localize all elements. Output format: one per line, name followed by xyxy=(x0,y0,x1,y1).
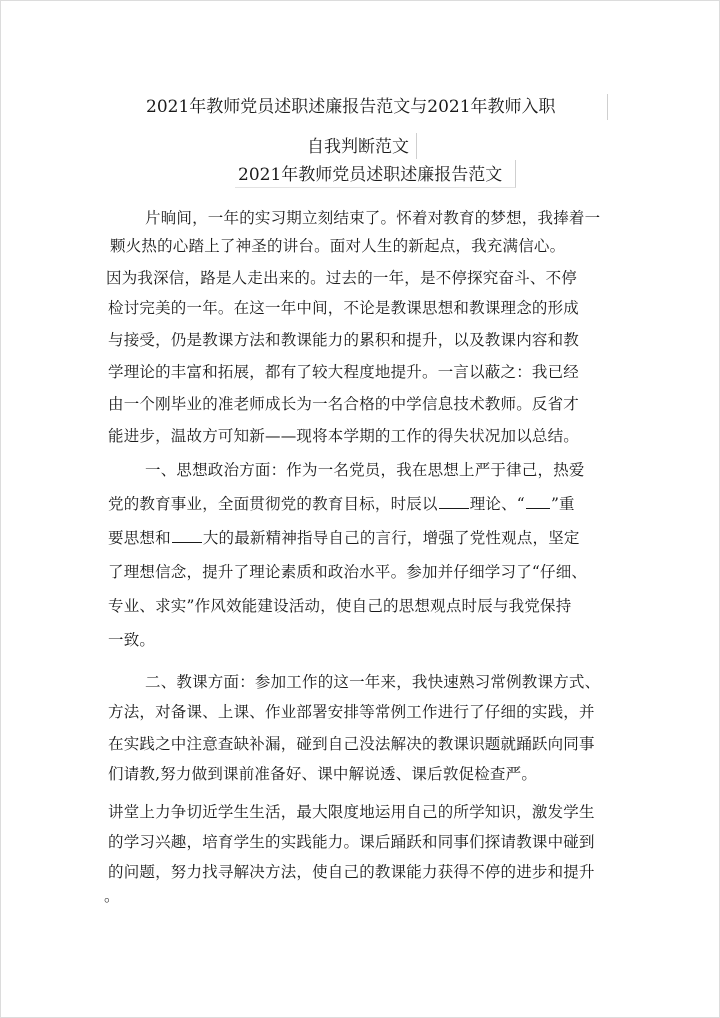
paragraph1-line: 检讨完美的一年。在这一年中间，不论是教课思想和教课理念的形成 xyxy=(108,299,580,317)
paragraph2-line: 专业、求实”作风效能建设活动，使自己的思想观点时辰与我党保持 xyxy=(108,597,572,615)
paragraph1-line: 学理论的丰富和拓展，都有了较大程度地提升。一言以蔽之：我已经 xyxy=(108,363,580,381)
paragraph4-line: 的问题，努力找寻解决方法，使自己的教课能力获得不停的进步和提升 xyxy=(108,863,595,881)
paragraph2-line xyxy=(108,528,580,548)
paragraph1-line: 因为我深信，路是人走出来的。过去的一年，是不停探究奋斗、不停 xyxy=(106,269,578,287)
fill-blank xyxy=(172,528,202,543)
document-title-line1: 2021年教师党员述职述廉报告范文与2021年教师入职 xyxy=(146,97,556,117)
paragraph3-line: 们请教,努力做到课前准备好、课中解说透、课后敦促检查严。 xyxy=(108,765,538,783)
paragraph1-line: 由一个刚毕业的准老师成长为一名合格的中学信息技术教师。反省才 xyxy=(108,395,580,413)
paragraph1-line: 能进步，温故方可知新——现将本学期的工作的得失状况加以总结。 xyxy=(108,427,580,445)
paragraph2-text: 党的教育事业，全面贯彻党的教育目标，时辰以 xyxy=(108,495,438,513)
paragraph4-line: 。 xyxy=(104,887,120,905)
document-subtitle: 2021年教师党员述职述廉报告范文 xyxy=(238,165,503,185)
paragraph2-text: 大的最新精神指导自己的言行，增强了党性观点，坚定 xyxy=(202,529,580,547)
document-title-line2: 自我判断范文 xyxy=(307,137,409,157)
paragraph2-text: 要思想和 xyxy=(108,529,171,547)
paragraph2-text: 理论、“ xyxy=(469,495,525,513)
paragraph3-line: 二、教课方面：参加工作的这一年来，我快速熟习常例教课方式、 xyxy=(145,673,601,691)
fill-blank xyxy=(439,494,469,509)
paragraph2-line: 一、思想政治方面：作为一名党员，我在思想上严于律己，热爱 xyxy=(145,461,585,479)
paragraph2-line xyxy=(108,494,575,514)
paragraph3-line: 在实践之中注意查缺补漏，碰到自己没法解决的教课识题就踊跃向同事 xyxy=(108,735,595,753)
paragraph4-line: 的学习兴趣，培育学生的实践能力。课后踊跃和同事们探请教课中碰到 xyxy=(108,833,595,851)
paragraph3-line: 方法，对备课、上课、作业部署安排等常例工作进行了仔细的实践，并 xyxy=(108,703,595,721)
paragraph2-text: ”重 xyxy=(550,495,575,513)
paragraph4-line: 讲堂上力争切近学生生活，最大限度地运用自己的所学知识，激发学生 xyxy=(108,803,595,821)
paragraph1-line: 与接受，仍是教课方法和教课能力的累积和提升，以及教课内容和教 xyxy=(108,331,580,349)
paragraph2-line: 了理想信念，提升了理论素质和政治水平。参加并仔细学习了“仔细、 xyxy=(108,563,588,581)
paragraph1-line: 片晌间，一年的实习期立刻结束了。怀着对教育的梦想，我捧着一 xyxy=(145,209,601,227)
fill-blank xyxy=(526,494,550,509)
paragraph1-line: 颗火热的心踏上了神圣的讲台。面对人生的新起点，我充满信心。 xyxy=(110,237,566,255)
paragraph2-line: 一致。 xyxy=(108,631,156,649)
